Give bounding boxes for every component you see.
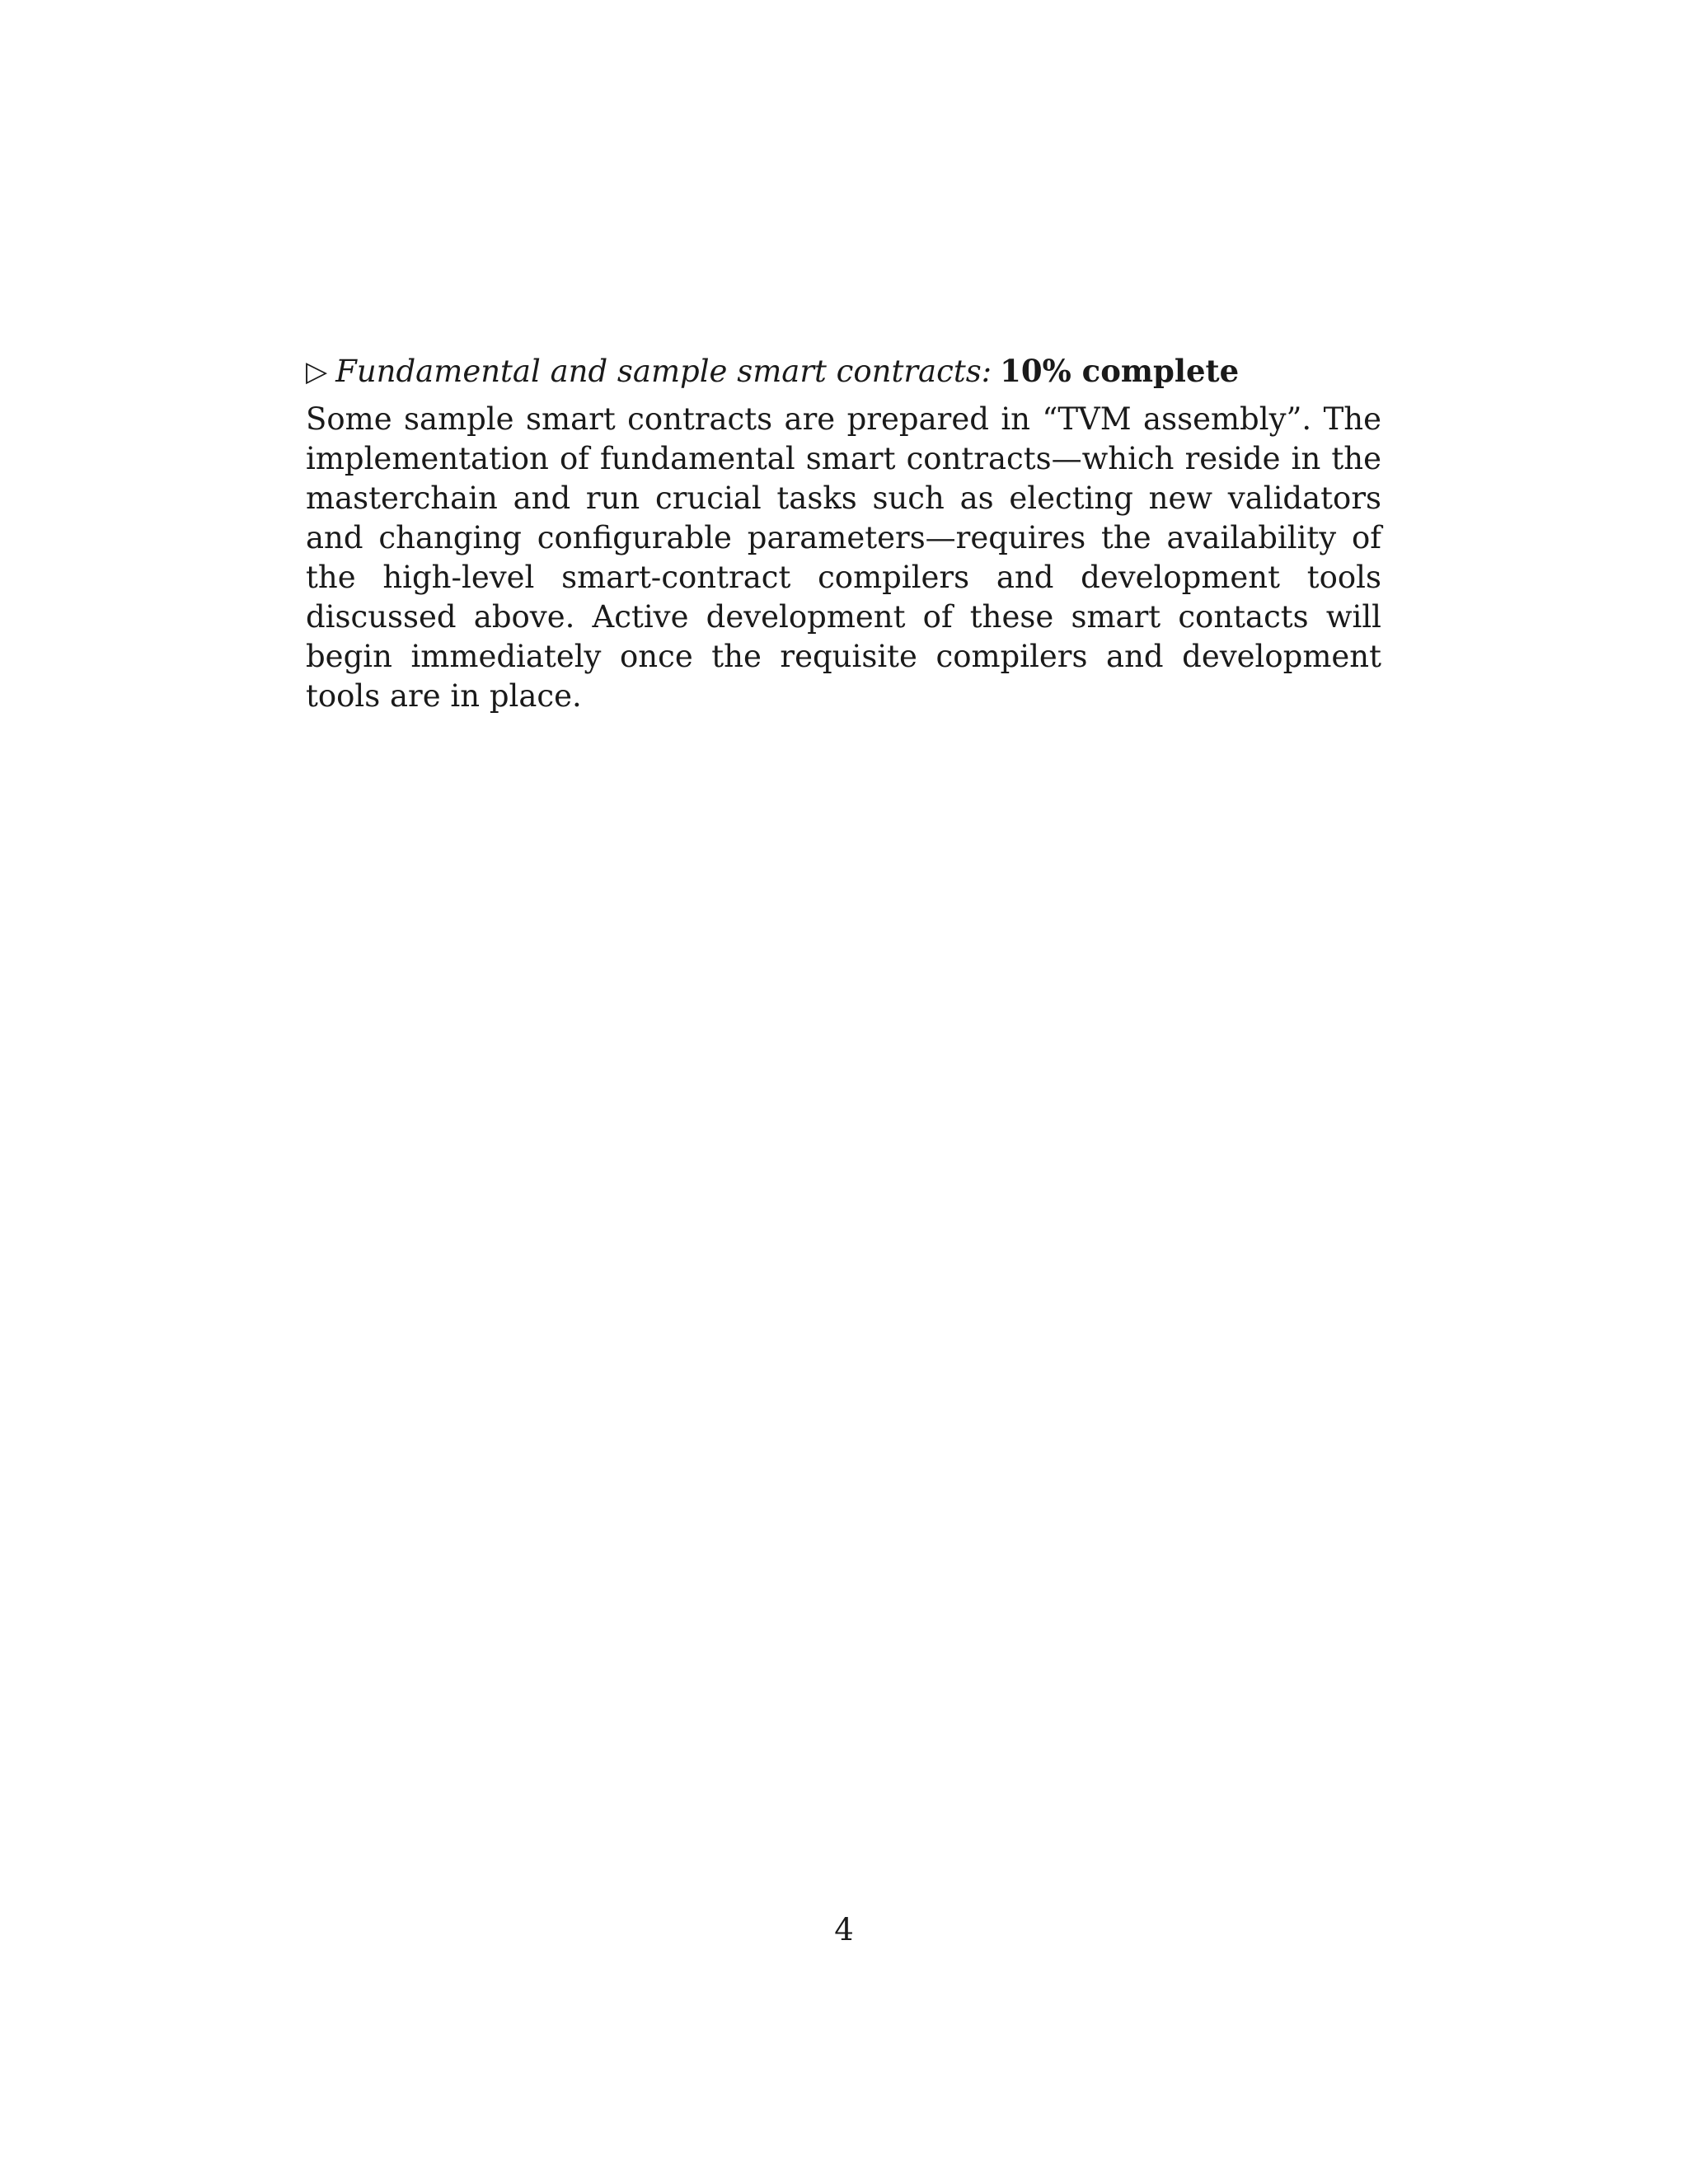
item-title: Fundamental and sample smart contracts: <box>335 354 992 389</box>
page-content <box>306 346 1381 716</box>
progress-item-heading <box>306 346 1381 396</box>
item-status: 10% complete <box>1000 353 1240 389</box>
triangle-right-icon: ▷ <box>306 355 328 388</box>
body-paragraph: Some sample smart contracts are prepared in “TVM assembly”. The implementation of fundamental smart contracts—which reside in the masterchain and run crucial tasks such as electing new validators and changing configurable parameters—requires the availability of the high-level smart-contract compilers and development tools discussed above. Active development of these smart contacts will begin immediately once the requisite compilers and development tools are in place. <box>306 401 1381 714</box>
page-number: 4 <box>834 1912 854 1947</box>
